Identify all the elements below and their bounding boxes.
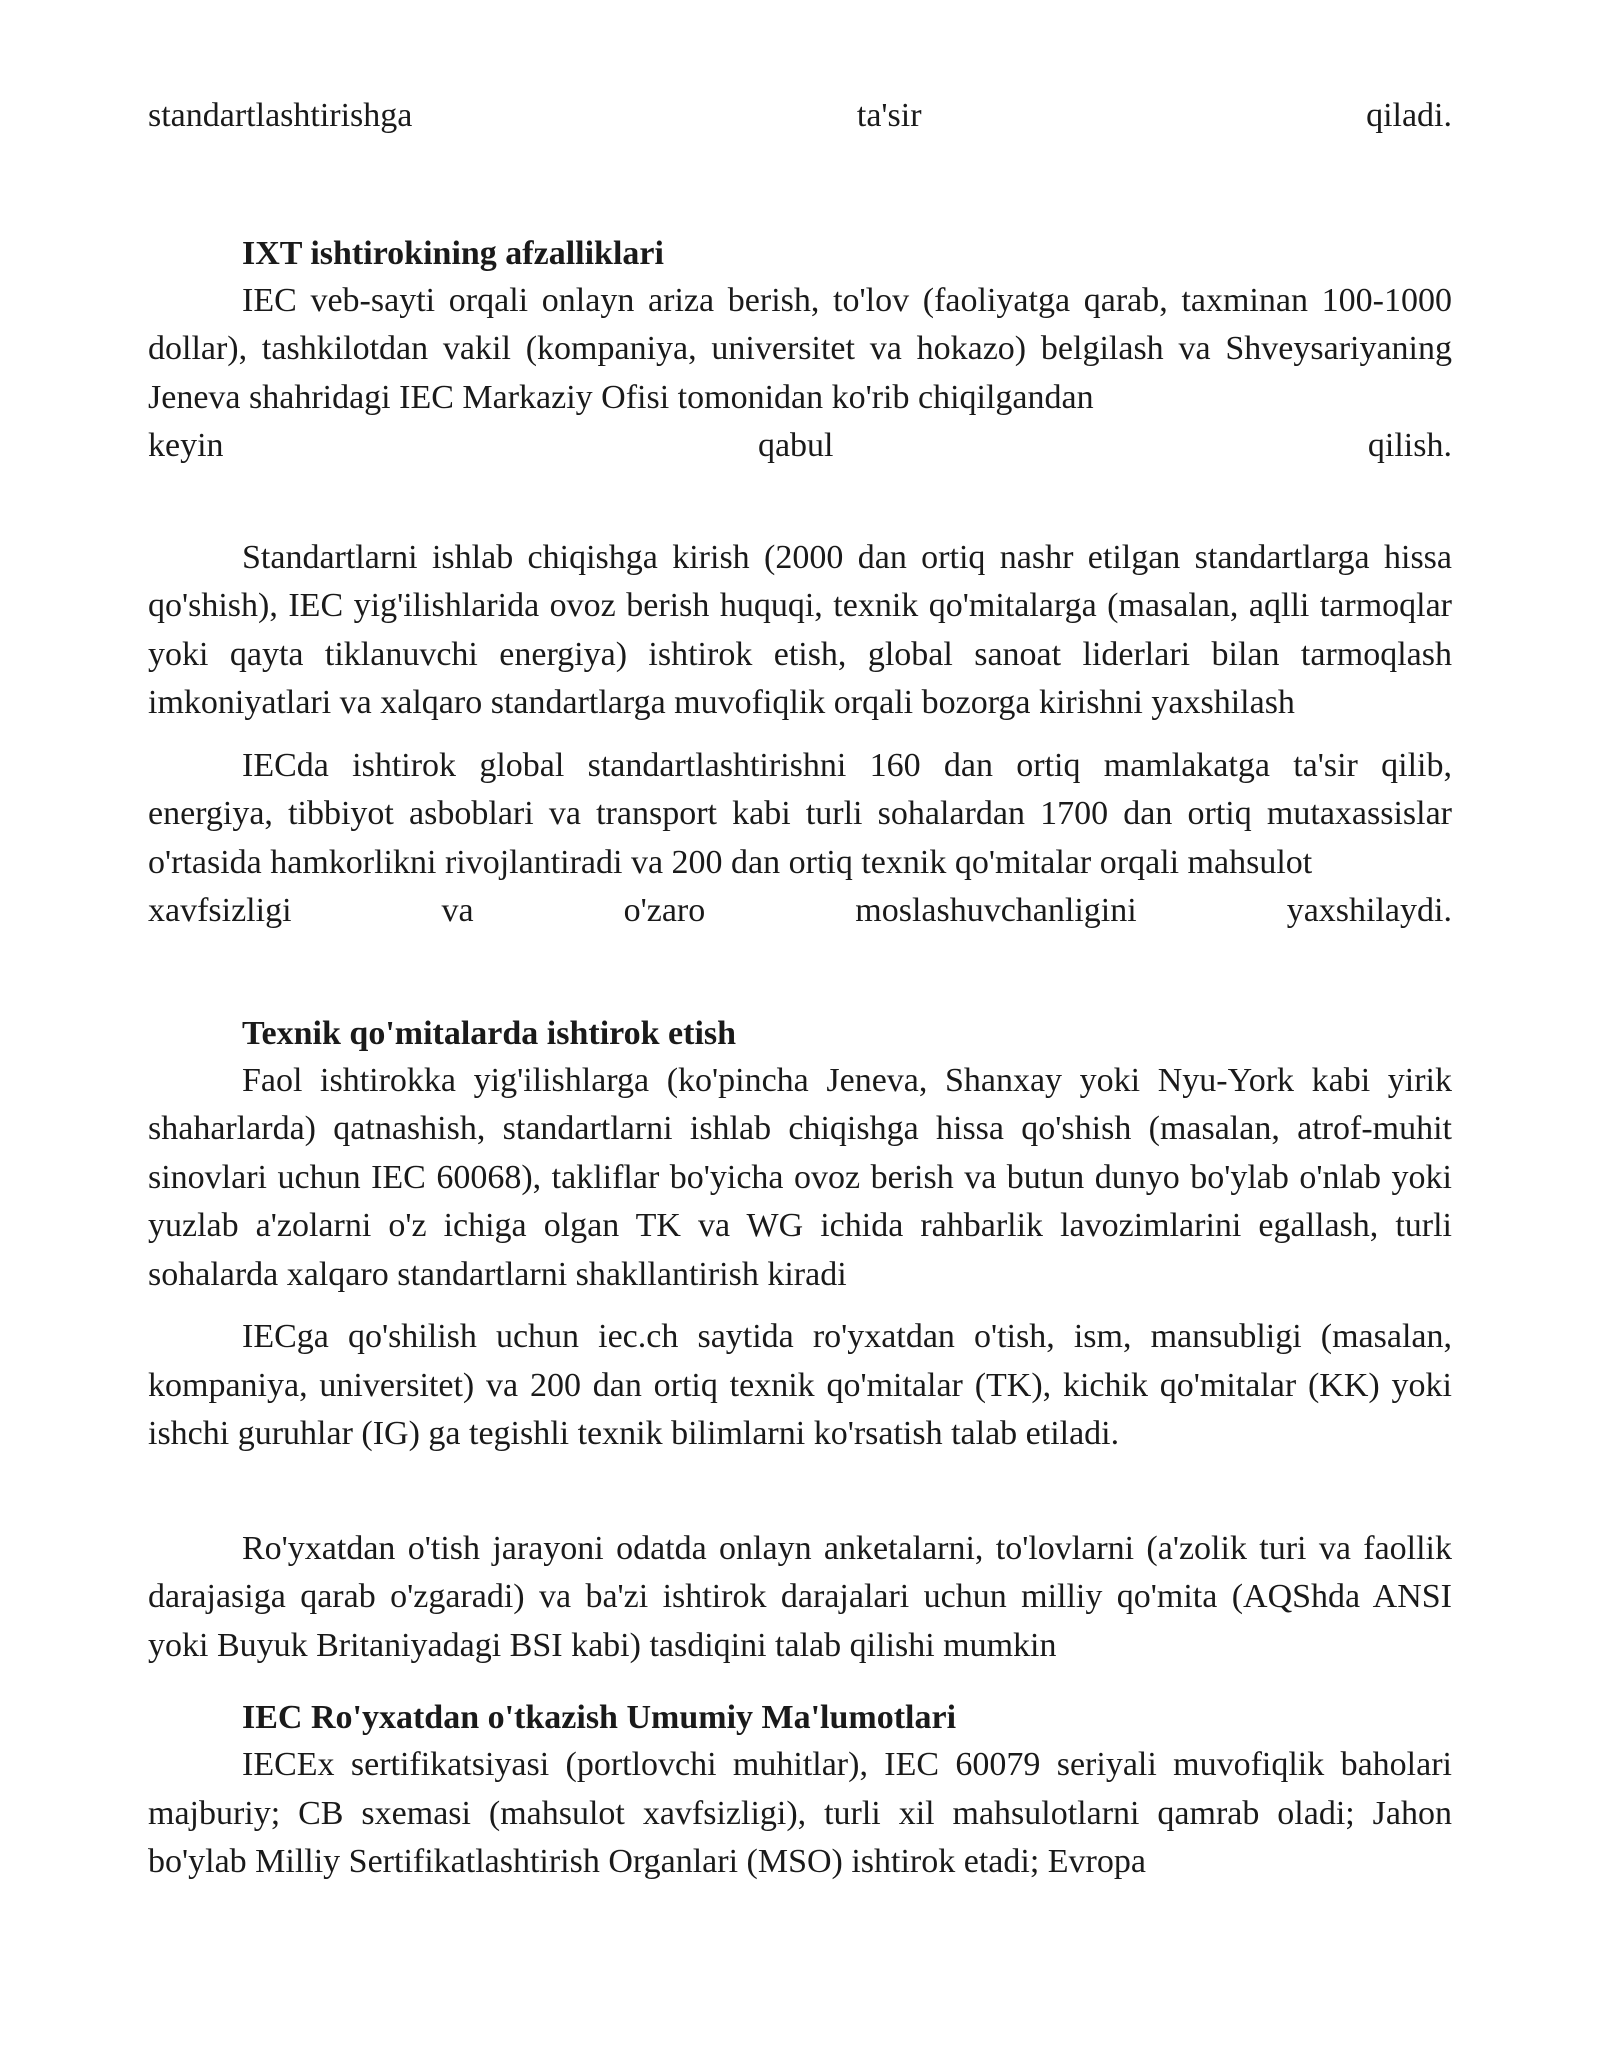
paragraph: IECga qo'shilish uchun iec.ch saytida ro'yxatdan o'tish, ism, mansubligi (masalan, kompaniya, universitet) va 200 dan ortiq texnik qo'mitalar (TK), kichik qo'mitalar (KK) yoki ishchi guruhlar (IG) ga tegishli texnik bilimlarni ko'rsatish talab etiladi. — [148, 1318, 1452, 1452]
word: keyin — [148, 427, 224, 464]
paragraph: Faol ishtirokka yig'ilishlarga (ko'pincha Jeneva, Shanxay yoki Nyu-York kabi yirik shaharlarda) qatnashish, standartlarni ishlab chiqishga hissa qo'shish (masalan, atrof-muhit sinovlari uchun IEC 60068), takliflar bo'yicha ovoz berish va butun dunyo bo'ylab o'nlab yoki yuzlab a'zolarni o'z ichiga olgan TK va WG ichida rahbarlik lavozimlarini egallash, turli sohalarda xalqaro standartlarni shakllantirish kiradi — [148, 1061, 1452, 1293]
continued-line — [148, 92, 1452, 141]
section-heading: IXT ishtirokining afzalliklari — [242, 234, 664, 272]
document-page — [148, 92, 1452, 1887]
paragraph: IEC veb-sayti orqali onlayn ariza berish, to'lov (faoliyatga qarab, taxminan 100-1000 dollar), tashkilotdan vakil (kompaniya, universitet va hokazo) belgilash va Shveysariyaning Jeneva shahridagi IEC Markaziy Ofisi tomonidan ko'rib chiqilgandan — [148, 281, 1452, 416]
word: qabul — [757, 427, 834, 464]
paragraph-last-line — [148, 887, 1452, 936]
word: qilish. — [1367, 427, 1452, 464]
paragraph: Standartlarni ishlab chiqishga kirish (2000 dan ortiq nashr etilgan standartlarga hissa qo'shish), IEC yig'ilishlarida ovoz berish huquqi, texnik qo'mitalarga (masalan, aqlli tarmoqlar yoki qayta tiklanuvchi energiya) ishtirok etish, global sanoat liderlari bilan tarmoqlash imkoniyatlari va xalqaro standartlarga muvofiqlik orqali bozorga kirishni yaxshilash — [148, 538, 1452, 721]
word: ta'sir — [856, 97, 922, 134]
word: va — [441, 892, 474, 929]
paragraph-last-line — [148, 422, 1452, 471]
paragraph: Ro'yxatdan o'tish jarayoni odatda onlayn anketalarni, to'lovlarni (a'zolik turi va faollik darajasiga qarab o'zgaradi) va ba'zi ishtirok darajalari uchun milliy qo'mita (AQShda ANSI yoki Buyuk Britaniyadagi BSI kabi) tasdiqini talab qilishi mumkin — [148, 1529, 1452, 1664]
section-heading: IEC Ro'yxatdan o'tkazish Umumiy Ma'lumotlari — [242, 1699, 957, 1736]
word: o'zaro — [623, 892, 706, 929]
word: yaxshilaydi. — [1286, 892, 1452, 929]
section-heading: Texnik qo'mitalarda ishtirok etish — [242, 1014, 737, 1052]
paragraph: IECEx sertifikatsiyasi (portlovchi muhitlar), IEC 60079 seriyali muvofiqlik baholari majburiy; CB sxemasi (mahsulot xavfsizligi), turli xil mahsulotlarni qamrab oladi; Jahon bo'ylab Milliy Sertifikatlashtirish Organlari (MSO) ishtirok etadi; Evropa — [148, 1746, 1452, 1880]
word: moslashuvchanligini — [855, 892, 1137, 929]
word: xavfsizligi — [148, 892, 292, 929]
word: standartlashtirishga — [148, 97, 413, 134]
paragraph: IECda ishtirok global standartlashtirishni 160 dan ortiq mamlakatga ta'sir qilib, energiya, tibbiyot asboblari va transport kabi turli sohalardan 1700 dan ortiq mutaxassislar o'rtasida hamkorlikni rivojlantiradi va 200 dan ortiq texnik qo'mitalar orqali mahsulot — [148, 746, 1452, 881]
word: qiladi. — [1366, 97, 1452, 134]
